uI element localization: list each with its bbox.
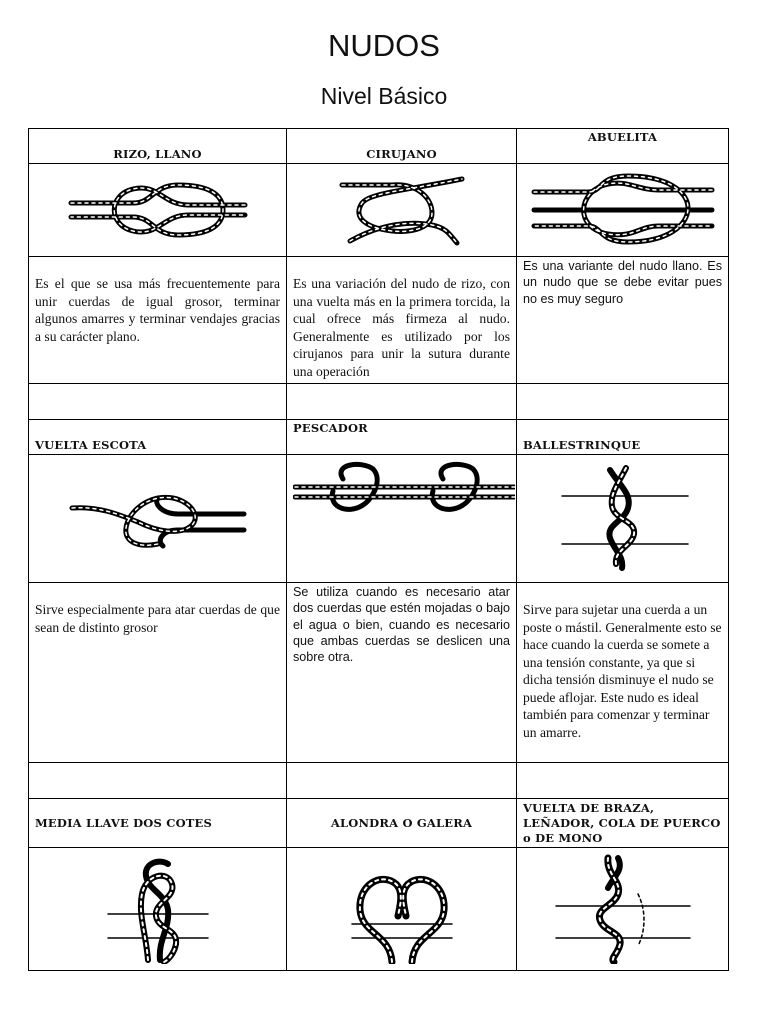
- table-row: [29, 384, 729, 420]
- knot-name-pescador: PESCADOR: [287, 420, 517, 455]
- table-row: [29, 848, 729, 971]
- empty-cell: [29, 763, 287, 799]
- clove-hitch-icon: [548, 464, 698, 574]
- sheet-bend-icon: [68, 484, 248, 554]
- table-row: [29, 129, 729, 164]
- reef-knot-icon: [63, 175, 253, 245]
- table-row: [29, 164, 729, 257]
- knot-description-vuelta-escota: Sirve especialmente para atar cuerdas de que sean de distinto grosor: [29, 583, 287, 763]
- empty-cell: [29, 384, 287, 420]
- knot-name-cirujano: CIRUJANO: [287, 129, 517, 164]
- knot-description-pescador: Se utiliza cuando es necesario atar dos cuerdas que estén mojadas o bajo el agua o bien, cuando es necesario que ambas cuerdas se deslicen una sobre otra.: [287, 583, 517, 763]
- two-half-hitches-icon: [98, 854, 218, 964]
- page-subtitle: Nivel Básico: [320, 83, 448, 109]
- empty-cell: [287, 763, 517, 799]
- knot-image-cell: [29, 164, 287, 257]
- table-row: [29, 799, 729, 848]
- knot-image-cell: [287, 848, 517, 971]
- knot-image-cell: [29, 455, 287, 583]
- knot-image-cell: [517, 455, 729, 583]
- knot-image-cell: [29, 848, 287, 971]
- knot-name-rizo: RIZO, LLANO: [29, 129, 287, 164]
- knots-table: [28, 128, 729, 971]
- table-row: [29, 763, 729, 799]
- knot-name-alondra: ALONDRA O GALERA: [287, 799, 517, 848]
- knot-name-ballestrinque: BALLESTRINQUE: [517, 420, 729, 455]
- knot-description-ballestrinque: Sirve para sujetar una cuerda a un poste o mástil. Generalmente esto se hace cuando la cuerda se somete a una tensión constante, ya que si dicha tensión disminuye el nudo se puede aflojar. Este nudo es ideal también para comenzar y terminar un amarre.: [517, 583, 729, 763]
- page-title: NUDOS: [328, 28, 440, 63]
- table-row: [29, 583, 729, 763]
- knot-name-vuelta-de-braza: VUELTA DE BRAZA, LEÑADOR, COLA DE PUERCO o DE MONO: [517, 799, 729, 848]
- cow-hitch-icon: [342, 854, 462, 964]
- knot-image-cell: [517, 164, 729, 257]
- knot-name-abuelita: ABUELITA: [517, 129, 729, 164]
- knot-description-rizo: Es el que se usa más frecuentemente para unir cuerdas de igual grosor, terminar algunos amarres y terminar vendajes gracias a su carácter plano.: [29, 257, 287, 384]
- surgeons-knot-icon: [332, 173, 472, 248]
- knot-image-cell: [287, 455, 517, 583]
- empty-cell: [517, 384, 729, 420]
- knot-description-abuelita: Es una variante del nudo llano. Es un nudo que se debe evitar pues no es muy seguro: [517, 257, 729, 384]
- granny-knot-icon: [528, 170, 718, 250]
- knot-name-vuelta-escota: VUELTA ESCOTA: [29, 420, 287, 455]
- fishermans-knot-icon: [293, 459, 515, 519]
- knot-name-media-llave: MEDIA LLAVE DOS COTES: [29, 799, 287, 848]
- table-row: [29, 257, 729, 384]
- empty-cell: [287, 384, 517, 420]
- knot-description-cirujano: Es una variación del nudo de rizo, con una vuelta más en la primera torcida, la cual ofrece más firmeza al nudo. Generalmente es utilizado por los cirujanos para unir la sutura durante una operación: [287, 257, 517, 384]
- empty-cell: [517, 763, 729, 799]
- table-row: [29, 420, 729, 455]
- table-row: [29, 455, 729, 583]
- timber-hitch-icon: [548, 854, 698, 964]
- knot-image-cell: [287, 164, 517, 257]
- knot-image-cell: [517, 848, 729, 971]
